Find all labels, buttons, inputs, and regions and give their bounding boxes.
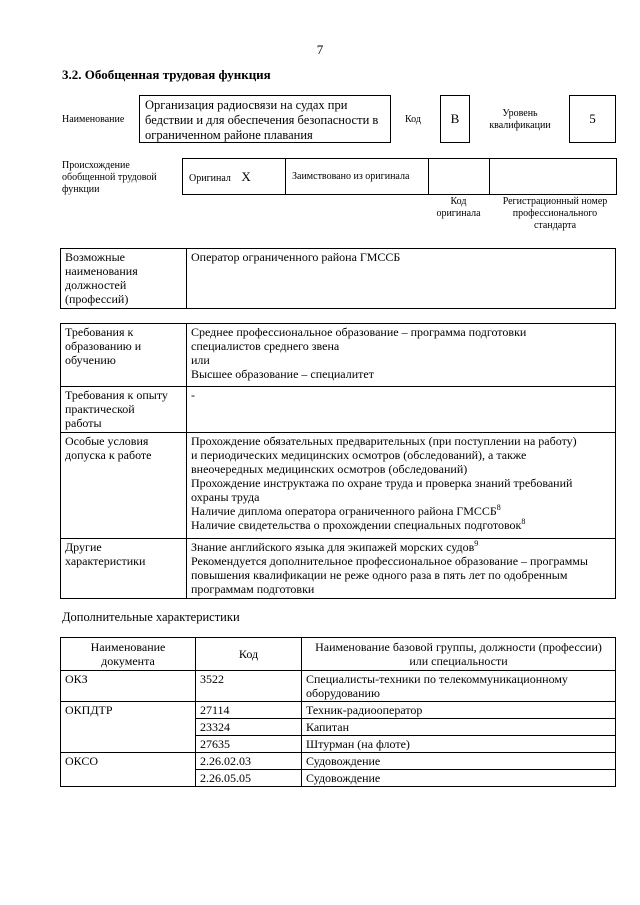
code-cell: 3522 (196, 671, 302, 702)
education-line: специалистов среднего звена (191, 339, 340, 353)
additional-table (60, 637, 616, 787)
admission-line: охраны труда (191, 490, 260, 504)
level-label-line2: квалификации (489, 120, 551, 131)
footnote-mark: 8 (496, 503, 501, 512)
positions-value: Оператор ограниченного района ГМССБ (187, 249, 616, 309)
original-mark: X (241, 168, 251, 184)
label-line: Возможные (65, 250, 125, 264)
original-code-caption (428, 196, 489, 220)
origin-label (62, 160, 157, 196)
experience-value: - (187, 387, 616, 433)
name-cell: Специалисты-техники по телекоммуникационному оборудованию (302, 671, 616, 702)
label-line: характеристики (65, 554, 146, 568)
table-row (61, 702, 616, 719)
name-cell: Штурман (на флоте) (302, 736, 616, 753)
label-line: обучению (65, 353, 116, 367)
name-label: Наименование (62, 114, 125, 125)
origin-label-line: Происхождение (62, 160, 130, 171)
label-line: образованию и (65, 339, 142, 353)
name-cell: Судовождение (302, 753, 616, 770)
diploma-text: Наличие диплома оператора ограниченного района ГМССБ (191, 504, 497, 518)
additional-title: Дополнительные характеристики (62, 610, 240, 624)
footnote-mark: 9 (474, 539, 479, 548)
caption-line: Регистрационный номер (502, 196, 608, 207)
admission-line (191, 518, 611, 532)
reg-number-cell (490, 159, 617, 195)
label-line: допуска к работе (65, 448, 152, 462)
certificate-text: Наличие свидетельства о прохождении специальных подготовок (191, 518, 522, 532)
label-line: Требования к опыту (65, 388, 168, 402)
name-cell: Капитан (302, 719, 616, 736)
positions-label (61, 249, 187, 309)
column-header-name: Наименование базовой группы, должности (профессии) или специальности (302, 638, 616, 671)
other-line: программам подготовки (191, 582, 315, 596)
admission-line: и периодических медицинских осмотров (обследований), а также (191, 448, 527, 462)
level-label-line1: Уровень (502, 108, 538, 119)
education-line: Среднее профессиональное образование – программа подготовки (191, 325, 527, 339)
label-line: должностей (65, 278, 127, 292)
caption-line: профессионального (512, 208, 598, 219)
origin-label-line: обобщенной трудовой (62, 172, 157, 183)
label-line: практической (65, 402, 135, 416)
admission-line: Прохождение инструктажа по охране труда и проверка знаний требований (191, 476, 573, 490)
positions-table (60, 248, 616, 309)
code-cell: 23324 (196, 719, 302, 736)
admission-label (61, 433, 187, 539)
other-line (191, 540, 611, 554)
education-label (61, 324, 187, 387)
label-line: Требования к (65, 325, 134, 339)
doc-cell: ОКСО (61, 753, 196, 787)
original-label: Оригинал (189, 172, 231, 184)
other-line: Рекомендуется дополнительное профессиональное образование – программы (191, 554, 588, 568)
footnote-mark: 8 (521, 517, 526, 526)
code-cell: 2.26.05.05 (196, 770, 302, 787)
code-cell: 2.26.02.03 (196, 753, 302, 770)
level-label (480, 108, 560, 132)
experience-label (61, 387, 187, 433)
origin-table (182, 158, 617, 195)
caption-line: стандарта (533, 220, 577, 231)
name-cell: Техник-радиооператор (302, 702, 616, 719)
label-line: работы (65, 416, 102, 430)
column-header-document: Наименование документа (61, 638, 196, 671)
other-line: повышения квалификации не реже одного раза в пять лет по одобренным (191, 568, 568, 582)
admission-line (191, 504, 611, 518)
education-line: или (191, 353, 210, 367)
table-row (61, 671, 616, 702)
caption-line: оригинала (436, 208, 481, 219)
english-text: Знание английского языка для экипажей морских судов (191, 540, 475, 554)
section-title: 3.2. Обобщенная трудовая функция (62, 67, 271, 82)
code-value-box: B (440, 95, 470, 143)
admission-line: Прохождение обязательных предварительных (при поступлении на работу) (191, 434, 577, 448)
original-cell (183, 159, 286, 195)
function-name-box: Организация радиосвязи на судах при бедствии и для обеспечения безопасности в ограниченном районе плавания (139, 95, 391, 143)
caption-line: Код (450, 196, 467, 207)
column-header-code: Код (196, 638, 302, 671)
label-line: Особые условия (65, 434, 149, 448)
label-line: (профессий) (65, 292, 129, 306)
doc-cell: ОКЗ (61, 671, 196, 702)
education-line: Высшее образование – специалитет (191, 367, 374, 381)
table-row (61, 753, 616, 770)
name-cell: Судовождение (302, 770, 616, 787)
code-label: Код (405, 114, 421, 125)
education-value (187, 324, 616, 387)
admission-value (187, 433, 616, 539)
label-line: наименования (65, 264, 138, 278)
page-number: 7 (316, 42, 324, 57)
admission-line: внеочередных медицинских осмотров (обследований) (191, 462, 468, 476)
reg-number-caption (492, 196, 618, 232)
requirements-table (60, 323, 616, 599)
level-value-box: 5 (569, 95, 616, 143)
origin-label-line: функции (62, 184, 100, 195)
other-label (61, 539, 187, 599)
label-line: Другие (65, 540, 102, 554)
code-cell: 27635 (196, 736, 302, 753)
original-code-cell (429, 159, 490, 195)
borrowed-cell: Заимствовано из оригинала (286, 159, 429, 195)
other-value (187, 539, 616, 599)
doc-cell: ОКПДТР (61, 702, 196, 753)
code-cell: 27114 (196, 702, 302, 719)
